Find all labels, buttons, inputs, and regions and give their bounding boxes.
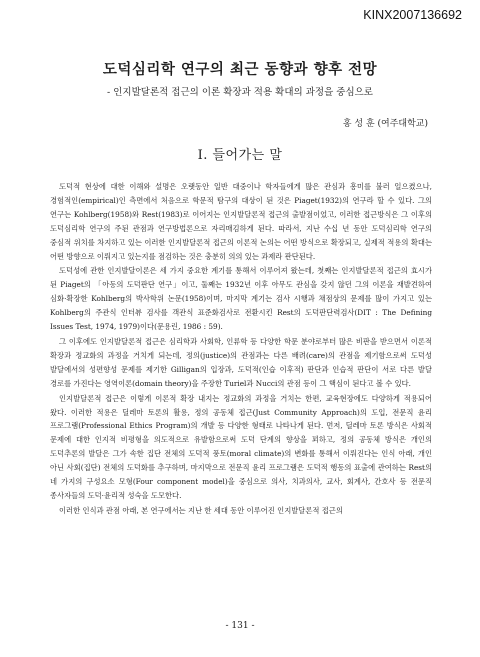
body-text (50, 180, 432, 519)
paragraph-3: 그 이후에도 인지발달론적 접근은 심리학과 사회학, 인류학 등 다양한 학문 분야로부터 많은 비판을 받으면서 이론적 확장과 정교화의 과정을 거치게 되는데, 정의(justice)의 관점과는 다른 배려(care)의 관점을 제기함으로써 도덕성 발달에서의 성편향성 문제를 제기한 Gilligan의 입장과, 도덕적(인습 이후적) 판단과 인습적 판단이 서로 다른 발달 경로를 가진다는 영역이론(domain theory)을 주장한 Turiel과 Nucci의 관점 등이 그 핵심이 된다고 볼 수 있다. (50, 336, 432, 388)
paragraph-1: 도덕적 현상에 대한 이해와 설명은 오랫동안 일반 대중이나 학자들에게 많은 관심과 흥미를 불러 일으켰으나, 경험적인(empirical)인 측면에서 처음으로 학문적 탐구의 대상이 된 것은 Piaget(1932)의 연구라 할 수 있다. 그의 연구는 Kohlberg(1958)와 Rest(1983)로 이어지는 인지발달론적 접근의 출발점이었고, 이러한 접근방식은 그 이후의 도덕심리학 연구의 주된 관점과 연구방법론으로 자리매김하게 된다. 따라서, 지난 수십 년 동안 도덕심리학 연구의 중심적 위치를 차지하고 있는 이러한 인지발달론적 접근의 이론적 논의는 어떤 방식으로 확장되고, 실제적 적용의 확대는 어떤 방향으로 이뤄지고 있는지를 점검하는 것은 충분히 의의 있는 과제라 판단된다. (50, 182, 432, 261)
paper-subtitle: - 인지발달론적 접근의 이론 확장과 적용 확대의 과정을 중심으로 (107, 87, 373, 98)
section-heading: Ⅰ. 들어가는 말 (197, 148, 283, 163)
paper-title: 도덕심리학 연구의 최근 동향과 향후 전망 (102, 61, 378, 78)
document-id: KINX2007136692 (363, 8, 462, 22)
author-line: 홍 성 훈 (여주대학교) (342, 119, 428, 129)
paragraph-4: 인지발달론적 접근은 이렇게 이론적 확장 내지는 정교화의 과정을 거치는 한편, 교육현장에도 다양하게 적용되어 왔다. 이러한 적용은 딜레마 토론의 활용, 정의 공동체 접근(Just Community Approach)의 도입, 전문직 윤리 프로그램(Professional Ethics Program)의 개발 등 다양한 형태로 나타나게 된다. 먼저, 딜레마 토론 방식은 사회적 문제에 대한 인지적 비평형을 의도적으로 유발함으로써 도덕 단계의 향상을 꾀하고, 정의 공동체 방식은 개인의 도덕추론의 발달은 그가 속한 집단 전체의 도덕적 풍토(moral climate)의 변화를 통해서 이뤄진다는 인식 아래, 개인 아닌 사회(집단) 전체의 도덕화를 추구하며, 마지막으로 전문직 윤리 프로그램은 도덕적 행동의 표출에 관여하는 Rest의 네 가지의 구성요소 모형(Four component model)을 중심으로 의사, 치과의사, 교사, 회계사, 간호사 등 전문직 종사자들의 도덕·윤리적 성숙을 도모한다. (50, 393, 432, 500)
paragraph-2: 도덕성에 관한 인지발달이론은 세 가지 중요한 계기를 통해서 이루어져 왔는데, 첫째는 인지발달론적 접근의 효시가 된 Piaget의 「아동의 도덕판단 연구」이고, 둘째는 1932년 이후 아무도 관심을 갖지 않던 그의 이론을 재발견하여 심화·확장한 Kohlberg의 박사학위 논문(1958)이며, 마지막 계기는 검사 시행과 채점상의 문제를 많이 가지고 있는 Kohlberg의 주관식 인터뷰 검사를 객관식 표준화검사로 전환시킨 Rest의 도덕판단력검사(DIT : The Defining Issues Test, 1974, 1979)이다(문용린, 1986 : 59). (50, 266, 432, 332)
paragraph-5: 이러한 인식과 관점 아래, 본 연구에서는 지난 한 세대 동안 이루어진 인지발달론적 접근의 (59, 505, 343, 515)
page-number: - 131 - (225, 621, 255, 631)
